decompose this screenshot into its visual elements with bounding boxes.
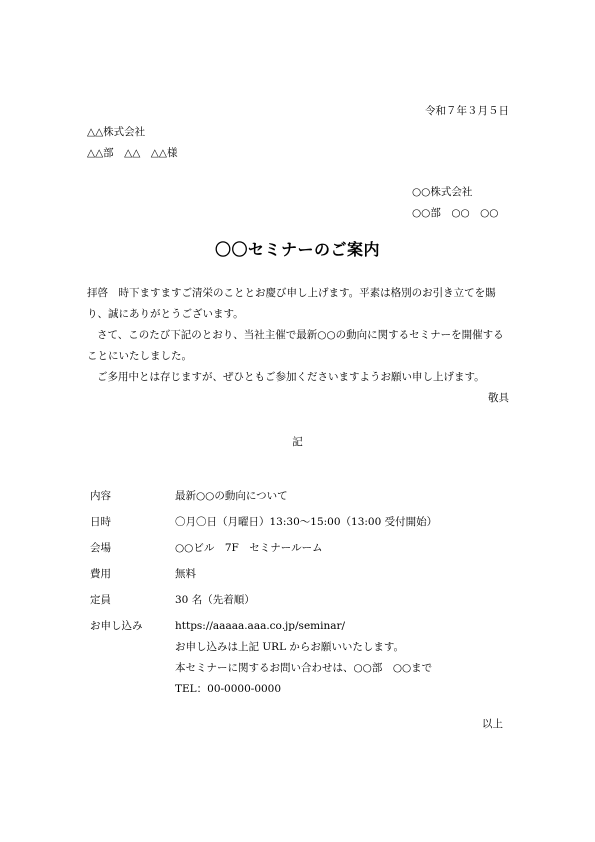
sender-person: ○○部 ○○ ○○ bbox=[412, 207, 499, 219]
letter-title: 〇〇セミナーのご案内 bbox=[214, 240, 380, 259]
apply-contact: 本セミナーに関するお問い合わせは、○○部 ○○まで bbox=[175, 662, 433, 674]
seminar-details bbox=[90, 486, 437, 700]
closing-keigu: 敬具 bbox=[488, 392, 509, 404]
sender-company: ○○株式会社 bbox=[412, 186, 473, 198]
end-ijo: 以上 bbox=[482, 718, 503, 730]
detail-row-venue bbox=[90, 538, 437, 564]
detail-row-datetime bbox=[90, 512, 437, 538]
detail-label: 日時 bbox=[90, 516, 111, 528]
apply-note: お申し込みは上記 URL からお願いいたします。 bbox=[175, 641, 405, 653]
ki-heading: 記 bbox=[292, 436, 303, 448]
detail-value: 〇月〇日（月曜日）13:30～15:00（13:00 受付開始） bbox=[175, 516, 438, 528]
detail-value: 最新○○の動向について bbox=[175, 490, 288, 502]
detail-label: 定員 bbox=[90, 594, 111, 606]
body-greeting: 拝啓 時下ますますご清栄のこととお慶び申し上げます。平素は格別のお引き立てを賜り、誠にありがとうございます。 bbox=[87, 287, 496, 320]
body-request: ご多用中とは存じますが、ぜひともご参加くださいますようお願い申し上げます。 bbox=[97, 371, 485, 383]
detail-label: 会場 bbox=[90, 542, 111, 554]
detail-row-content bbox=[90, 486, 437, 512]
detail-value: 30 名（先着順） bbox=[175, 594, 255, 606]
letter-date: 令和７年３月５日 bbox=[425, 105, 509, 117]
letter-body bbox=[87, 283, 509, 388]
apply-info bbox=[175, 616, 437, 700]
detail-label: 費用 bbox=[90, 568, 111, 580]
apply-tel: TEL：00-0000-0000 bbox=[175, 683, 282, 695]
detail-row-capacity bbox=[90, 590, 437, 616]
recipient-company: △△株式会社 bbox=[87, 126, 146, 138]
detail-row-fee bbox=[90, 564, 437, 590]
detail-label: 内容 bbox=[90, 490, 111, 502]
recipient-person: △△部 △△ △△様 bbox=[87, 147, 178, 159]
detail-value: 無料 bbox=[175, 568, 196, 580]
detail-row-apply bbox=[90, 616, 437, 700]
apply-url[interactable]: https://aaaaa.aaa.co.jp/seminar/ bbox=[175, 620, 346, 632]
body-announcement: さて、このたび下記のとおり、当社主催で最新○○の動向に関するセミナーを開催することにいたしました。 bbox=[87, 329, 504, 362]
detail-value: ○○ビル 7F セミナールーム bbox=[175, 542, 323, 554]
detail-label: お申し込み bbox=[90, 620, 143, 632]
